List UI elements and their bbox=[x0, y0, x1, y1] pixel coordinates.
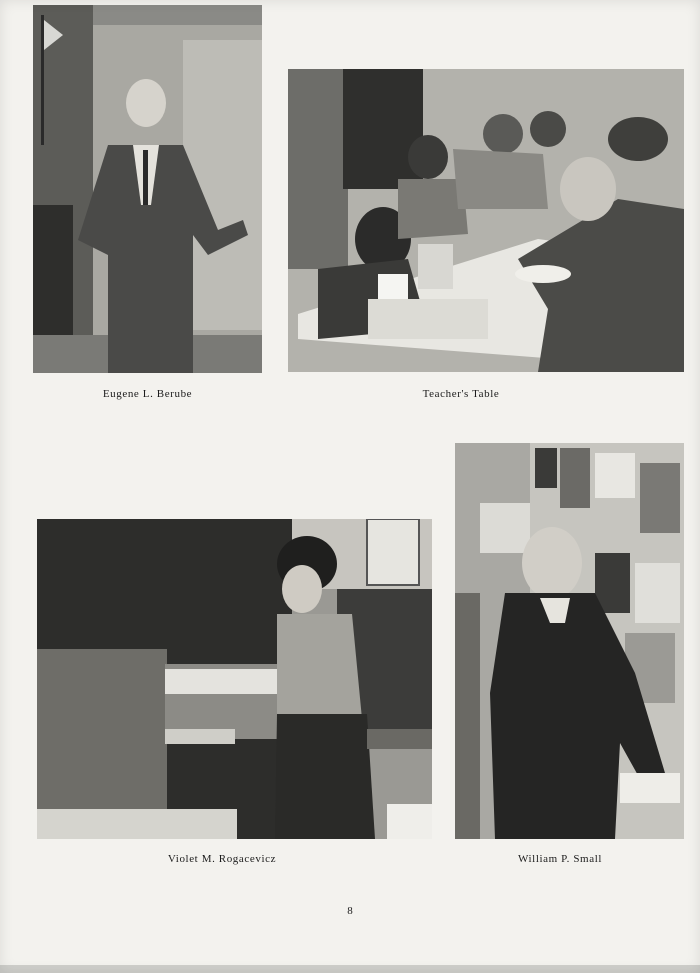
photo-violet-rogacevicz bbox=[37, 519, 432, 839]
photo-william-small bbox=[455, 443, 684, 839]
caption-william-small: William P. Small bbox=[517, 853, 603, 865]
page-number: 8 bbox=[347, 905, 353, 917]
caption-violet-rogacevicz: Violet M. Rogacevicz bbox=[167, 853, 277, 865]
caption-eugene-berube: Eugene L. Berube bbox=[102, 388, 193, 400]
page-bottom-strip bbox=[0, 965, 700, 973]
photo-eugene-berube bbox=[33, 5, 262, 373]
photo-teachers-table bbox=[288, 69, 684, 372]
caption-teachers-table: Teacher's Table bbox=[422, 388, 500, 400]
